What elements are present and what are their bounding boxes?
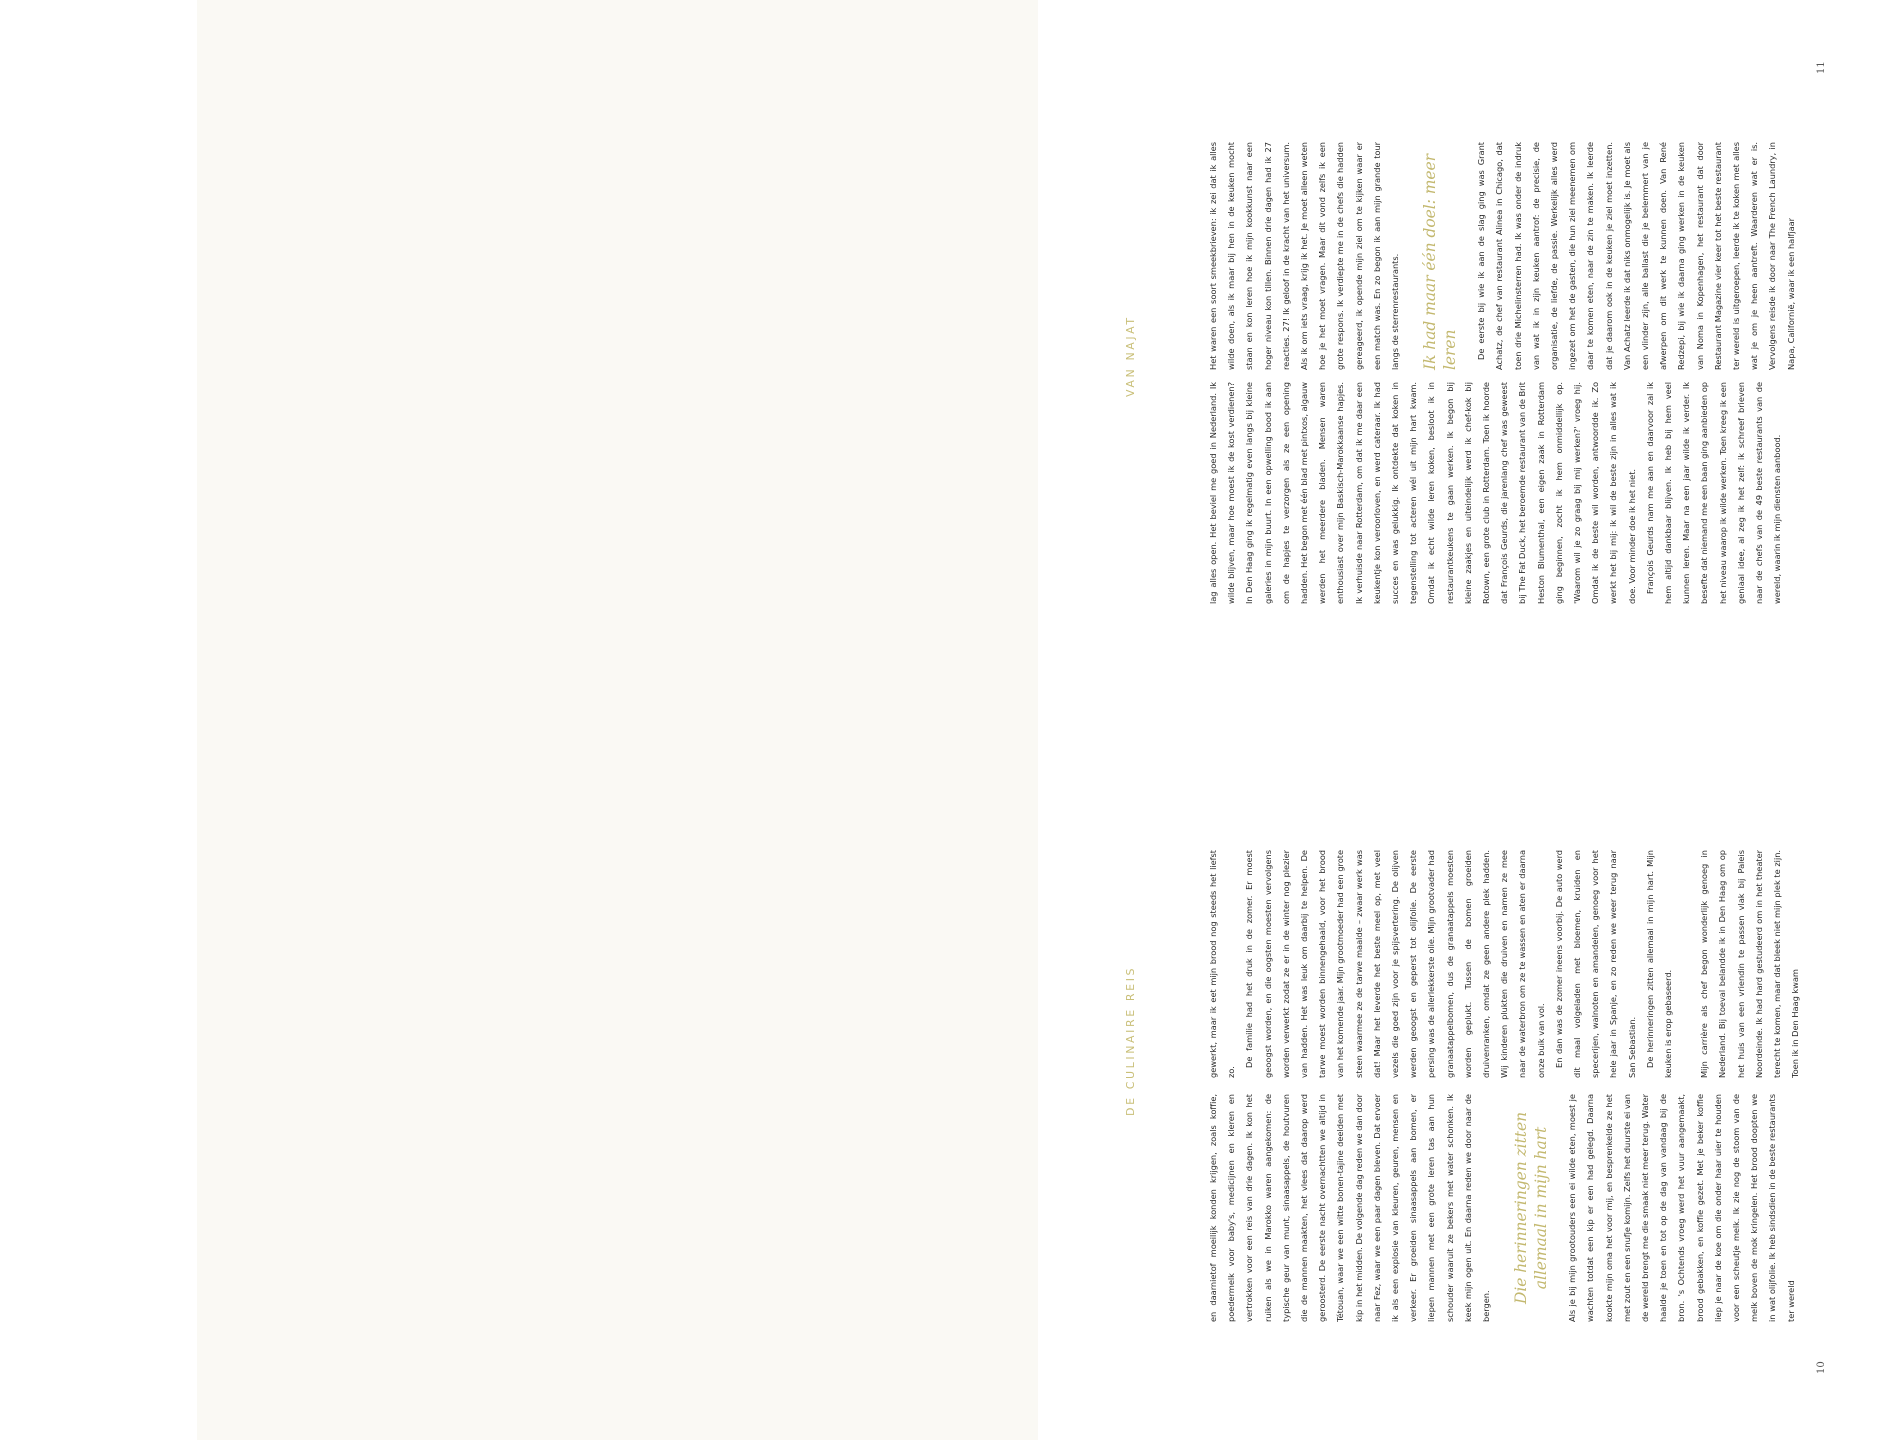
paragraph: en daarnietof moeilijk konden krijgen, zoals koffie, poedermelk voor baby's, medicijnen en kleren en vertrokken voor een reis van drie dagen. Ik kon het ruiken als we in Marokko waren aangekomen: de typische geur van munt, sinaasappels, de houtvuren die de mannen maakten, het vlees dat daarop werd geroosterd. De eerste nacht overnachtten we altijd in Tétouan, waar we een witte bonen-tajine deelden met kip in het midden. De volgende dag reden we dan door naar Fez, waar we een paar dagen bleven. Dat ervoer ik als een explosie van kleuren, geuren, mensen en verkeer. Er groeiden sinaasappels aan bomen, er liepen mannen met een grote leren tas aan hun schouder waaruit ze bekers met water schonken. Ik keek mijn ogen uit. En daarna reden we door naar de bergen. xyxy=(1208,1094,1492,1322)
right-page-number: 11 xyxy=(1816,61,1827,74)
right-running-head: VAN NAJAT xyxy=(1124,315,1137,397)
paragraph: De familie had het druk in de zomer. Er moest geoogst worden, en die oogsten moesten vervolgens worden verwerkt zodat ze er in de winter nog plezier van hadden. Het was leuk om daarbij te helpen. De tarwe moest worden binnengehaald, voor het brood van het komende jaar. Mijn grootmoeder had een grote steen waarmee ze de tarwe maalde – zwaar werk was dat! Maar het leverde het beste meel op, met veel vezels die goed zijn voor je spijsvertering. De olijven werden geoogst en geperst tot olijfolie. De eerste persing was de allerlekkerste olie. Mijn grootvader had granaatappelbomen, dus de granaatappels moesten worden geplukt. Tussen de bomen groeiden druivenranken, omdat ze geen andere plek hadden. Wij kinderen plukten die druiven en namen ze mee naar de waterbron om ze te wassen en aten er daarna onze buik van vol. xyxy=(1244,850,1546,1078)
section-heading: Die herinneringen zitten allemaal in mijn hart xyxy=(1512,1111,1551,1305)
rotated-spread xyxy=(1038,0,1879,1440)
paragraph: Het waren een soort smeekbrieven: ik zei dat ik alles wilde doen, als ik maar bij hen in de keuken mocht staan en kon leren hoe ik mijn kookkunst naar een hoger niveau kon tillen. Binnen drie dagen had ik 27 reacties. 27! Ik geloof in de kracht van het universum. Als ik om iets vraag, krijg ik het. Je moet alleen weten hoe je het moet vragen. Maar dit vond zelfs ik een grote respons. Ik verdiepte me in de chefs die hadden gereageerd, ik opende mijn ziel om te kijken waar er een match was. En zo begon ik aan mijn grande tour langs de sterrenrestaurants. xyxy=(1208,142,1401,370)
paragraph: François Geurds nam me aan en daarvoor zal ik hem altijd dankbaar blijven. Ik heb bij hem veel kunnen leren. Maar na een jaar wilde ik verder. Ik besefte dat niemand me een baan ging aanbieden op het niveau waarop ik wilde werken. Toen kreeg ik een geniaal idee, al zeg ik het zelf: ik schreef brieven naar de chefs van de 49 beste restaurants van de wereld, waarin ik mijn diensten aanbood. xyxy=(1644,382,1783,604)
paragraph: lag alles open. Het beviel me goed in Nederland. Ik wilde blijven, maar hoe moest ik de kost verdienen? In Den Haag ging ik regelmatig even langs bij kleine galeries in mijn buurt. In een opwelling bood ik aan om de hapjes te verzorgen als ze een opening hadden. Het begon met één blad met pintxos, algauw werden het meerdere bladen. Mensen waren enthousiast over mijn Baskisch-Marokkaanse hapjes. Ik verhuisde naar Rotterdam, om dat ik me daar een keukentje kon veroorloven, en werd cateraar. Ik had succes en was gelukkig. Ik ontdekte dat koken in tegenstelling tot acteren wél uit mijn hart kwam. Omdat ik echt wilde leren koken, besloot ik in restaurantkeukens te gaan werken. Ik begon bij kleine zaakjes en uiteindelijk werd ik chef-kok bij Rotown, een grote club in Rotterdam. Toen ik hoorde dat François Geurds, die jarenlang chef was geweest bij The Fat Duck, het beroemde restaurant van de Brit Heston Blumenthal, een eigen zaak in Rotterdam ging beginnen, zocht ik hem onmiddellijk op. 'Waarom wil je zo graag bij mij werken?' vroeg hij. Omdat ik de beste wil worden, antwoordde ik. Zo werkt het bij mij: ik wil de beste zijn in alles wat ik doe. Voor minder doe ik het niet. xyxy=(1208,382,1637,604)
right-page-column-1 xyxy=(1204,382,1787,604)
section-heading: Ik had maar één doel: meer leren xyxy=(1421,154,1460,370)
left-running-head: DE CULINAIRE REIS xyxy=(1124,965,1137,1116)
left-page-column-2 xyxy=(1204,850,1805,1078)
book-spread-sheet xyxy=(197,0,1827,1440)
paragraph: En dan was de zomer ineens voorbij. De auto werd dit maal volgeladen met bloemen, kruiden en specerijen, walnoten en amandelen, genoeg voor het hele jaar in Spanje, en zo reden we weer terug naar San Sebastian. xyxy=(1553,850,1637,1078)
paragraph: De eerste bij wie ik aan de slag ging was Grant Achatz, de chef van restaurant Alinea in Chicago, dat toen drie Michelinsterren had. Ik was onder de indruk van wat ik in zijn keuken aantrof: de precisie, de organisatie, de liefde, de passie. Werkelijk alles werd ingezet om het de gasten, die hun ziel meenemen om daar te komen eten, naar de zin te maken. Ik leerde dat je daarom ook in de keuken je ziel moet inzetten. Van Achatz leerde ik dat niks onmogelijk is. Je moet als een vlinder zijn, alle ballast die je belemmert van je afwerpen om dit werk te kunnen doen. Van René Redzepi, bij wie ik daarna ging werken in de keuken van Noma in Kopenhagen, het restaurant dat door Restaurant Magazine vier keer tot het beste restaurant ter wereld is uitgeroepen, leerde ik te koken met alles wat je om je heen aantreft. Waarderen wat er is. Vervolgens reisde ik door naar The French Laundry, in Napa, Californië, waar ik een halfjaar xyxy=(1476,142,1796,370)
left-page-column-1 xyxy=(1204,1094,1800,1322)
paragraph: Als je bij mijn grootouders een ei wilde eten, moest je wachten totdat een kip er een had gelegd. Daarna kookte mijn oma het voor mij, en besprenkelde ze het met zout en een snufje komijn. Zelfs het duurste ei van de wereld brengt me die smaak niet meer terug. Water haalde je toen en tot op de dag van vandaag bij de bron. 's Ochtends vroeg werd het vuur aangemaakt, brood gebakken, en koffie gezet. Met je beker koffie liep je naar de koe om die onder haar uier te houden voor een scheutje melk. Ik zie nog de stoom van de melk boven de mok kringelen. Het brood doopten we in wat olijfolie. Ik heb sindsdien in de beste restaurants ter wereld xyxy=(1567,1094,1796,1322)
right-page-column-2 xyxy=(1204,142,1800,370)
paragraph: De herinneringen zitten allemaal in mijn hart. Mijn keuken is erop gebaseerd. xyxy=(1644,850,1674,1078)
paragraph: gewerkt, maar ik eet mijn brood nog steeds het liefst zo. xyxy=(1208,850,1237,1078)
paragraph: Mijn carrière als chef begon wonderlijk genoeg in Nederland. Bij toeval belandde ik in Den Haag om op het huis van een vriendin te passen vlak bij Paleis Noordeinde. Ik had hard gestudeerd om in het theater terecht te komen, maar dat bleek niet mijn plek te zijn. Toen ik in Den Haag kwam xyxy=(1699,850,1801,1078)
left-page-number: 10 xyxy=(1816,1361,1827,1374)
